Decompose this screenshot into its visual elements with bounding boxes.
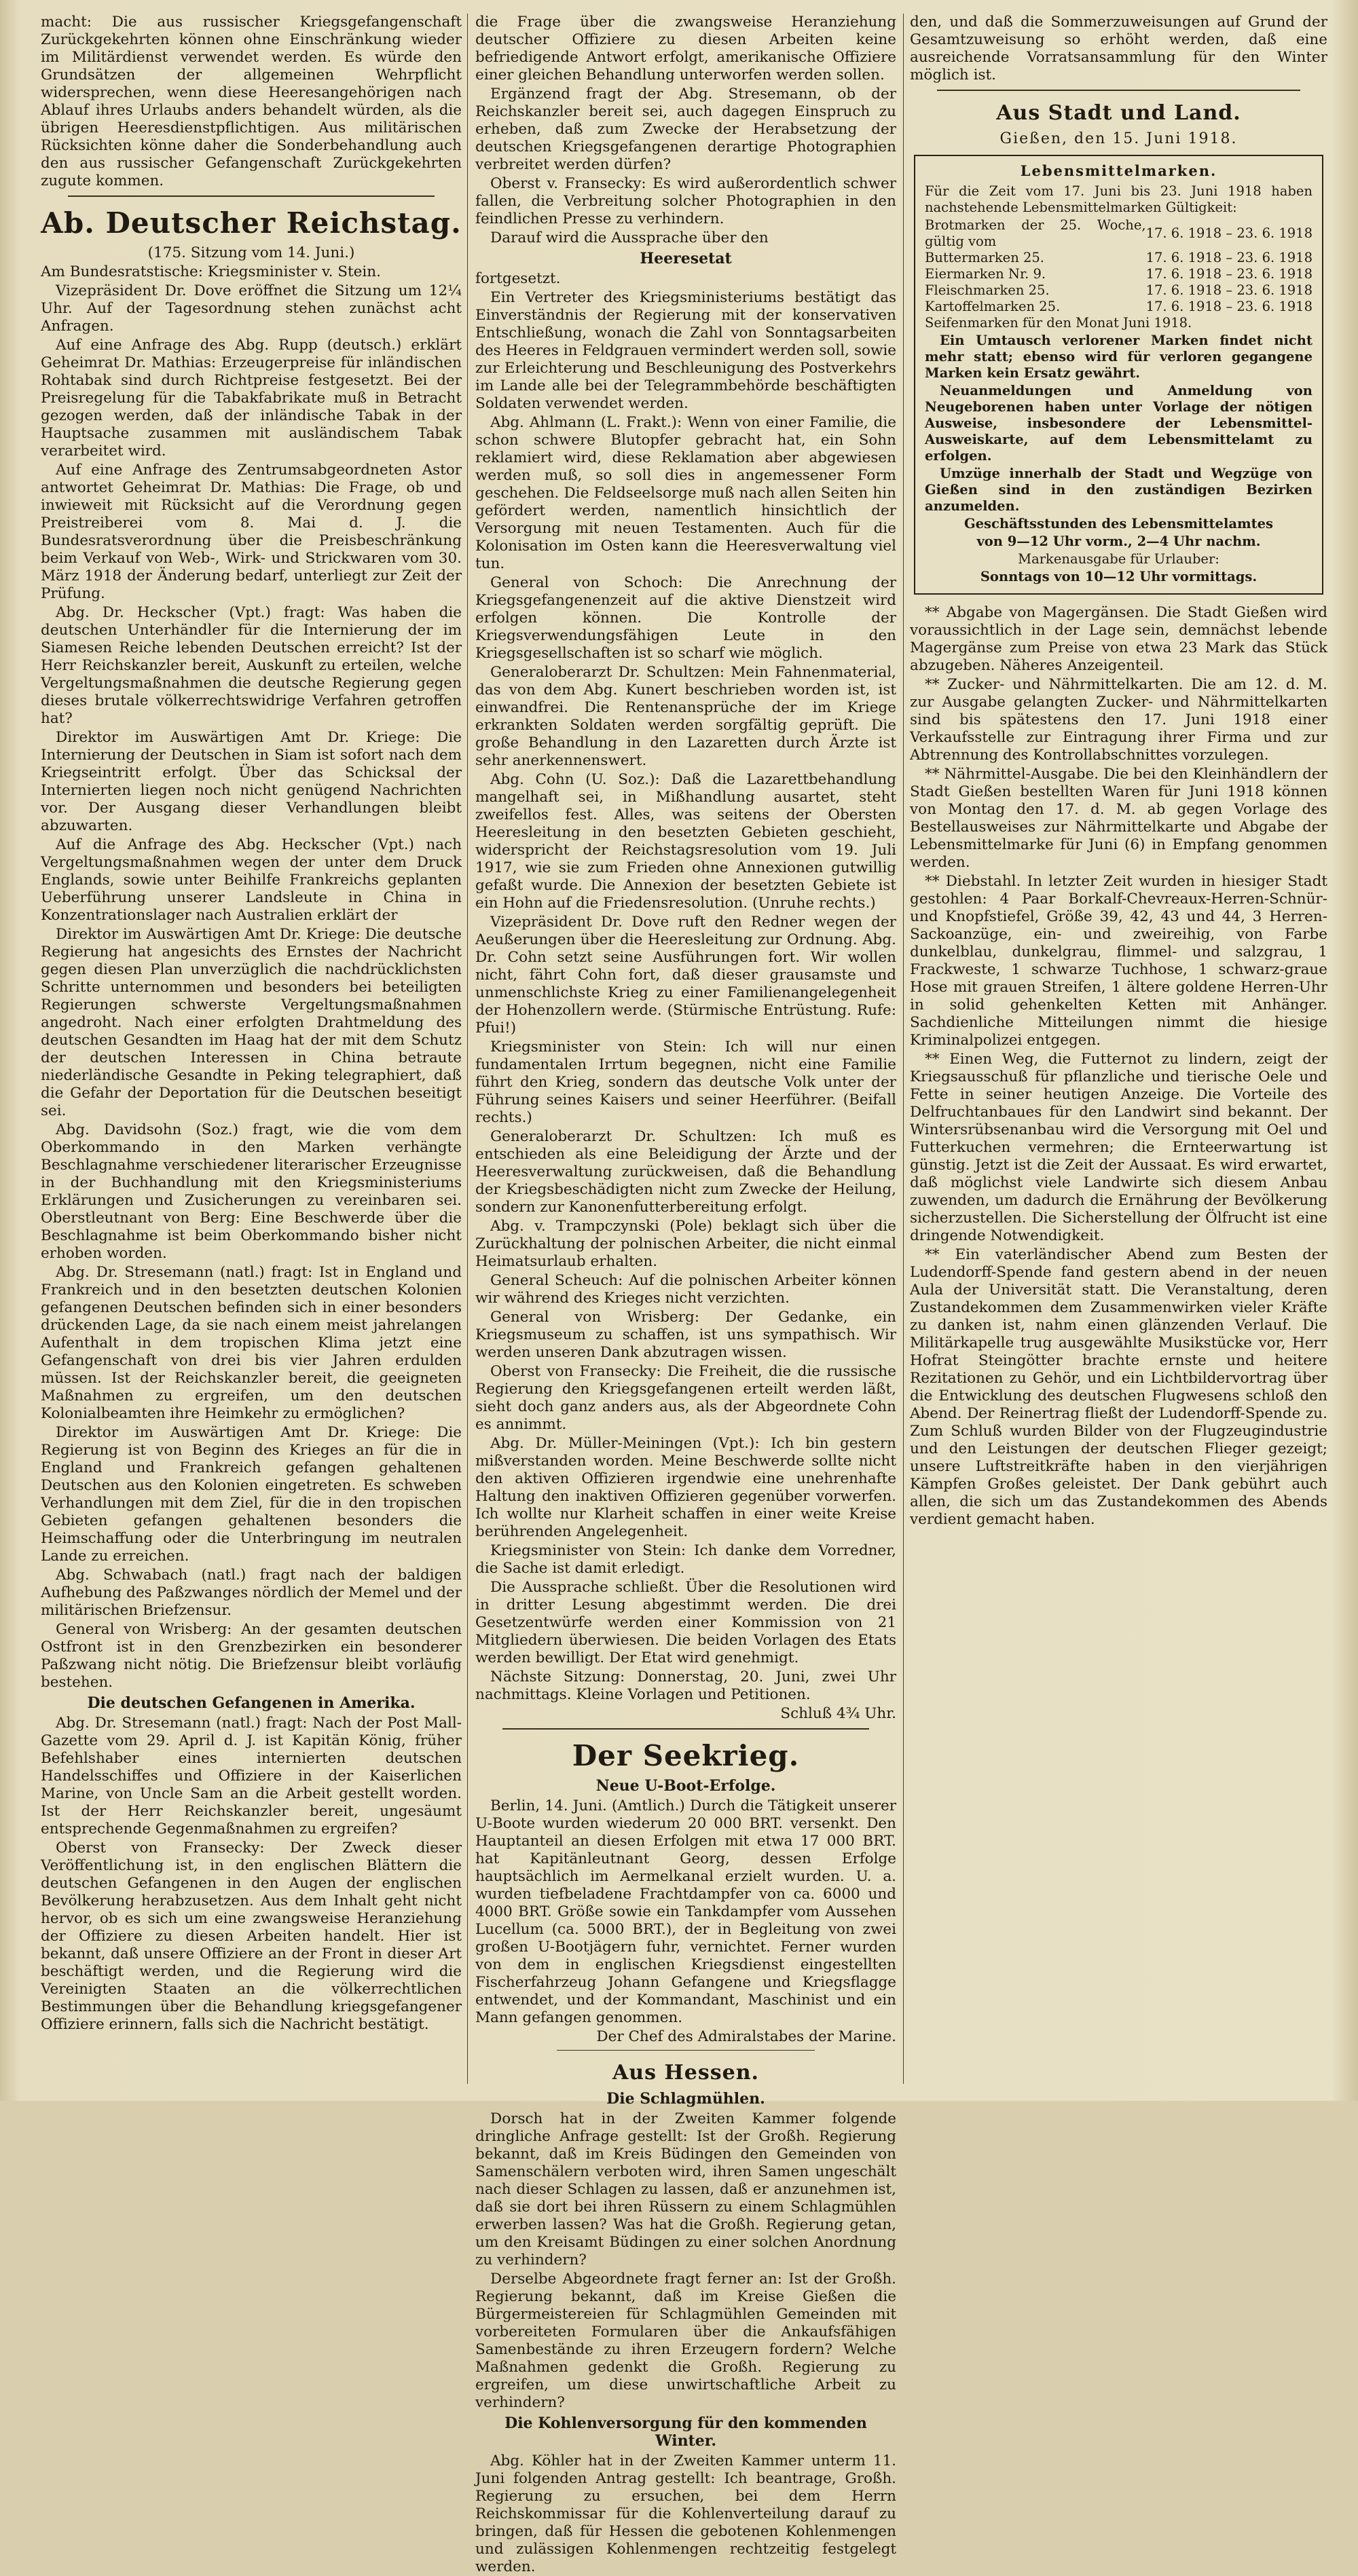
article-text: General von Schoch: Die Anrechnung der Kriegsgefangenenzeit auf die aktive Dienstzeit wird erfolgen können. Die Kontrolle der Kriegsverwendungsfähigen Leute in den Kriegsgesellschaften ist so scharf wie möglich. bbox=[475, 574, 896, 662]
ration-row bbox=[925, 299, 1313, 315]
subheading-u-boot: Neue U-Boot-Erfolge. bbox=[595, 1777, 776, 1795]
article-text: Am Bundesratstische: Kriegsminister v. Stein. bbox=[41, 263, 381, 280]
notice-sunday-title: Markenausgabe für Urlauber: bbox=[1018, 551, 1219, 567]
article-text: Kriegsminister von Stein: Ich will nur einen fundamentalen Irrtum begegnen, nicht eine Familie führt den Krieg, sondern das deutsche Volk unter der Führung seines Kaisers und seiner Heerführer. (Beifall rechts.) bbox=[475, 1039, 896, 1126]
notice-intro: Für die Zeit vom 17. Juni bis 23. Juni 1918 haben nachstehende Lebensmittelmarken Gültigkeit: bbox=[925, 183, 1313, 215]
notice-text: Neuanmeldungen und Anmeldung von Neugeborenen haben unter Vorlage der nötigen Ausweise, insbesondere der Lebensmittel-Ausweiskarte, auf dem Lebensmittelamt zu erfolgen. bbox=[925, 383, 1313, 464]
article-text: General Scheuch: Auf die polnischen Arbeiter können wir während des Krieges nicht verzichten. bbox=[475, 1272, 896, 1307]
column-2 bbox=[475, 14, 896, 2575]
article-signature: Der Chef des Admiralstabes der Marine. bbox=[596, 2028, 896, 2045]
article-text: macht: Die aus russischer Kriegsgefangenschaft Zurückgekehrten können ohne Einschränkung wieder im Militärdienst verwendet werden. Es würde den Grundsätzen der allgemeinen Wehrpflicht widersprechen, wenn diese Heeresangehörigen nach Ablauf ihres Urlaubs anders behandelt würden, als die übrigen Heeresdienstpflichtigen. Aus militärischen Rücksichten könne daher die Sonderbehandlung auch den aus russischer Gefangenschaft Zurückgekehrten zugute kommen. bbox=[41, 14, 462, 189]
article-text: Berlin, 14. Juni. (Amtlich.) Durch die Tätigkeit unserer U-Boote wurden wiederum 20 000 BRT. versenkt. Den Hauptanteil an diesen Erfolgen mit etwa 17 000 BRT. hat Kapitänleutnant Georg, dessen Erfolge hauptsächlich im Aermelkanal erzielt wurden. U. a. wurden tiefbeladene Frachtdampfer von ca. 6000 und 4000 BRT. Größe sowie ein Tankdampfer vom Aussehen Lucellum (ca. 5000 BRT.), der in Begleitung von zwei großen U-Bootjägern fuhr, vernichtet. Ferner wurden von dem in englischen Kriegsdienst eingestellten Fischerfahrzeug Johann Gefangene und Kriegsflagge entwendet, und der Kommandant, Maschinist und ein Mann gefangen genommen. bbox=[475, 1797, 896, 2026]
article-text: Vizepräsident Dr. Dove eröffnet die Sitzung um 12¼ Uhr. Auf der Tagesordnung stehen zunächst acht Anfragen. bbox=[41, 282, 462, 335]
ration-label: Eiermarken Nr. 9. bbox=[925, 266, 1046, 282]
article-text: Abg. Köhler hat in der Zweiten Kammer unterm 11. Juni folgenden Antrag gestellt: Ich beantrage, Großh. Regierung zu ersuchen, bei dem Herrn Reichskommissar für die Kohlenverteilung darauf zu bringen, daß für Hessen die gebotenen Kohlenmengen und zulässigen Kohlenmengen rechtzeitig festgelegt werden. bbox=[475, 2452, 896, 2575]
article-text: Die Aussprache schließt. Über die Resolutionen wird in dritter Lesung abgestimmt werden. Die drei Gesetzentwürfe werden einer Kommission von 21 Mitgliedern überwiesen. Die beiden Vorlagen des Etats werden bewilligt. Der Etat wird genehmigt. bbox=[475, 1579, 896, 1666]
article-text: Darauf wird die Aussprache über den bbox=[490, 229, 769, 246]
article-text: Generaloberarzt Dr. Schultzen: Ich muß es entschieden als eine Beleidigung der Ärzte und der Heeresverwaltung zurückweisen, daß die Behandlung der Kriegsbeschädigten nicht zum Zwecke der Heilung, sondern zur Kanonenfutterbereitung erfolgt. bbox=[475, 1128, 896, 1216]
article-text: ** Diebstahl. In letzter Zeit wurden in hiesiger Stadt gestohlen: 4 Paar Borkalf-Chevreaux-Herren-Schnür- und Knopfstiefel, Größe 39, 42, 43 und 44, 3 Herren-Sackoanzüge, ein- und zweireihig, von Farbe dunkelblau, dunkelgrau, flimmel- und salzgrau, 1 Frackweste, 1 schwarze Tuchhose, 1 schwarz-graue Hose mit grauen Streifen, 1 ältere goldene Herren-Uhr in solid gehenkelten Ketten mit Anhänger. Sachdienliche Mitteilungen nimmt die hiesige Kriminalpolizei entgegen. bbox=[910, 873, 1327, 1049]
article-text: Abg. Cohn (U. Soz.): Daß die Lazarettbehandlung mangelhaft sei, in Mißhandlung ausartet, steht zweifellos fest. Alles, was seitens der Obersten Heeresleitung in den besetzten Gebieten geschieht, widerspricht der Reichstagsresolution vom 19. Juli 1917, wie sie zum Frieden ohne Annexionen gutwillig gefaßt wurde. Die Annexion der besetzten Gebiete ist ein Hohn auf die Friedensresolution. (Unruhe rechts.) bbox=[475, 771, 896, 912]
column-divider bbox=[467, 14, 468, 2084]
article-text: Auf eine Anfrage des Zentrumsabgeordneten Astor antwortet Geheimrat Dr. Mathias: Die Frage, ob und inwieweit mit Rücksicht auf die Verordnung gegen Preistreiberei vom 8. Mai d. J. die Bundesratsverordnung über die Preisbeschränkung beim Verkauf von Web-, Wirk- und Strickwaren vom 30. März 1918 der Änderung bedarf, unterliegt zur Zeit der Prüfung. bbox=[41, 462, 462, 602]
ration-row bbox=[925, 282, 1313, 299]
column-divider bbox=[903, 14, 904, 2084]
article-text: Ein Vertreter des Kriegsministeriums bestätigt das Einverständnis der Regierung mit der konservativen Entschließung, wonach die Zahl von Sonntagsarbeiten des Heeres in Feldgrauen vermindert werden soll, sowie zur Erleichterung und Beschleunigung des Postverkehrs im Lande alle bei der Telegrammbehörde beschäftigten Soldaten verwendet werden. bbox=[475, 289, 896, 412]
notice-title: Lebensmittelmarken. bbox=[1020, 162, 1217, 179]
article-text: Generaloberarzt Dr. Schultzen: Mein Fahnenmaterial, das von dem Abg. Kunert beschrieben worden ist, ist einwandfrei. Die Rentenansprüche der im Kriege erkrankten Soldaten werden sorgfältig geprüft. Die große Behandlung in den Lazaretten durch Ärzte ist sehr anerkennenswert. bbox=[475, 664, 896, 769]
article-text: ** Nährmittel-Ausgabe. Die bei den Kleinhändlern der Stadt Gießen bestellten Waren für Juni 1918 können von Montag den 17. d. M. ab gegen Vorlage des Bestellausweises zur Nährmittelkarte und Abgabe der Lebensmittelmarke für Juni (6) in Empfang genommen werden. bbox=[910, 766, 1327, 871]
ration-label: Brotmarken der 25. Woche, gültig vom bbox=[925, 217, 1146, 249]
article-text: Vizepräsident Dr. Dove ruft den Redner wegen der Aeußerungen über die Heeresleitung zur Ordnung. Abg. Dr. Cohn setzt seine Ausführungen fort. Wir wollen nicht, fährt Cohn fort, daß dieser grausamste und unmenschlichste Krieg zu einer Familienangelegenheit der Hohenzollern werde. (Stürmische Entrüstung. Rufe: Pfui!) bbox=[475, 914, 896, 1037]
article-text: Direktor im Auswärtigen Amt Dr. Kriege: Die Internierung der Deutschen in Siam ist sofort nach dem Kriegseintritt erfolgt. Über das Schicksal der Internierten liegen noch nicht genügend Nachrichten vor. Der Ausgang dieser Verhandlungen bleibt abzuwarten. bbox=[41, 729, 462, 834]
notice-hours-title: Geschäftsstunden des Lebensmittelamtes bbox=[964, 516, 1274, 531]
ration-dates: 17. 6. 1918 – 23. 6. 1918 bbox=[1145, 282, 1313, 298]
article-text: ** Einen Weg, die Futternot zu lindern, zeigt der Kriegsausschuß für pflanzliche und tierische Oele und Fette in seiner heutigen Anzeige. Die Vorteile des Delfruchtanbaues für den Landwirt sind bekannt. Der Wintersrübsenanbau wird die Versorgung mit Oel und Futterkuchen vermehren; die Ernteerwartung ist günstig. Jetzt ist die Zeit der Aussaat. Es wird erwartet, daß möglichst viele Landwirte sich diesem Anbau zuwenden, um dadurch die Ernährung der Bevölkerung sicherzustellen. Die Sicherstellung der Ölfrucht ist eine dringende Notwendigkeit. bbox=[910, 1051, 1327, 1244]
article-text: Ergänzend fragt der Abg. Stresemann, ob der Reichskanzler bereit sei, auch dagegen Einspruch zu erheben, daß zum Zwecke der Herabsetzung der deutschen Kriegsgefangenen derartige Photographien verbreitet werden dürfen? bbox=[475, 86, 896, 173]
article-text: Abg. v. Trampczynski (Pole) beklagt sich über die Zurückhaltung der polnischen Arbeiter, die nicht einmal Heimatsurlaub erhalten. bbox=[475, 1218, 896, 1270]
article-text: Direktor im Auswärtigen Amt Dr. Kriege: Die Regierung ist von Beginn des Krieges an für die in England und Frankreich gefangen gehaltenen Deutschen aus den Kolonien eingetreten. Es schweben Verhandlungen mit dem Ziel, für die in den tropischen Gebieten gefangen gehaltenen besonders die Heimschaffung oder die Unterbringung im neutralen Lande zu erreichen. bbox=[41, 1424, 462, 1565]
article-text: fortgesetzt. bbox=[475, 270, 561, 287]
ration-row bbox=[925, 266, 1313, 282]
notice-text: Umzüge innerhalb der Stadt und Wegzüge von Gießen sind in den zuständigen Bezirken anzumelden. bbox=[925, 466, 1313, 514]
ration-row bbox=[925, 250, 1313, 266]
article-text: Abg. Dr. Heckscher (Vpt.) fragt: Was haben die deutschen Unterhändler für die Internierung der im Siamesen Reiche lebenden Deutschen erreicht? Ist der Herr Reichskanzler bereit, Auskunft zu erteilen, welche Vergeltungsmaßnahmen die deutsche Regierung gegen dieses brutale völkerrechtswidrige Verfahren getroffen hat? bbox=[41, 604, 462, 727]
section-heading-hessen: Aus Hessen. bbox=[612, 2061, 759, 2085]
article-text: Direktor im Auswärtigen Amt Dr. Kriege: Die deutsche Regierung hat angesichts des Ernstes der Nachricht gegen diesen Plan unverzüglich die nachdrücklichsten Schritte unternommen und besonders bei beteiligten Regierungen schwerste Vergeltungsmaßnahmen angedroht. Nach einer erfolgten Drahtmeldung des deutschen Gesandten im Haag hat der mit dem Schutz der deutschen Interessen in China betraute niederländische Gesandte in Peking telegraphiert, daß die Gefahr der Deportation für die Deutschen beseitigt sei. bbox=[41, 926, 462, 1119]
article-text: General von Wrisberg: An der gesamten deutschen Ostfront ist in den Grenzbezirken ein besonderer Paßzwang nicht nötig. Die Briefzensur bleibt vorläufig bestehen. bbox=[41, 1621, 462, 1691]
section-heading-seekrieg: Der Seekrieg. bbox=[572, 1739, 800, 1772]
column-3 bbox=[910, 14, 1327, 2091]
article-text: Auf eine Anfrage des Abg. Rupp (deutsch.) erklärt Geheimrat Dr. Mathias: Erzeugerpreise für inländischen Rohtabak sind durch Richtpreise festgesetzt. Bei der Preisregelung für die Tabakfabrikate muß in Betracht gezogen werden, daß der inländische Tabak in der Hauptsache zusammen mit ausländischem Tabak verarbeitet wird. bbox=[41, 337, 462, 460]
article-text: Abg. Dr. Stresemann (natl.) fragt: Ist in England und Frankreich und in den besetzten deutschen Kolonien gefangenen Deutschen befinden sich in einer besonders drückenden Lage, da sie nach einem meist jahrelangen Aufenthalt in dem tropischen Klima jetzt eine Gefangenschaft von drei bis vier Jahren erdulden müssen. Ist der Reichskanzler bereit, die geeigneten Maßnahmen zu ergreifen, um den deutschen Kolonialbeamten ihre Heimkehr zu ermöglichen? bbox=[41, 1264, 462, 1422]
ration-card-notice bbox=[914, 155, 1323, 595]
article-text: ** Ein vaterländischer Abend zum Besten der Ludendorff-Spende fand gestern abend in der neuen Aula der Universität statt. Die Veranstaltung, deren Zustandekommen dem Zusammenwirken vieler Kräfte zu danken ist, nahm einen glänzenden Verlauf. Die Militärkapelle trug ausgewählte Musikstücke vor, Herr Hofrat Steingötter brachte ernste und heitere Rezitationen zu Gehör, und ein Lichtbildervortrag über die Entwicklung des deutschen Flugwesens schloß den Abend. Der Reinertrag fließt der Ludendorff-Spende zu. Zum Schluß wurden Bilder von der Flugzeugindustrie und den Leistungen der deutschen Flieger gezeigt; unsere Luftstreitkräfte haben in den vierjährigen Kämpfen Großes geleistet. Der Dank gebührt auch allen, die sich um das Zustandekommen des Abends verdient gemacht haben. bbox=[910, 1246, 1327, 1528]
subheading-schlagmuehlen: Die Schlagmühlen. bbox=[606, 2090, 765, 2108]
article-text: Oberst von Fransecky: Der Zweck dieser Veröffentlichung ist, in den englischen Blättern die deutschen Gefangenen in den Augen der englischen Bevölkerung herabzusetzen. Aus dem Inhalt geht nicht hervor, ob es sich um eine zwangsweise Heranziehung der Offiziere zu diesen Arbeiten handelt. Hier ist bekannt, daß unsere Offiziere an der Front in dieser Art beschäftigt werden, und die Regierung wird die Vereinigten Staaten an die völkerrechtlichen Bestimmungen über die Behandlung kriegsgefangener Offiziere erinnern, falls sich die Nachricht bestätigt. bbox=[41, 1840, 462, 2033]
section-heading-stadt-und-land: Aus Stadt und Land. bbox=[996, 101, 1241, 125]
notice-text: Seifenmarken für den Monat Juni 1918. bbox=[925, 315, 1192, 331]
article-text: Oberst v. Fransecky: Es wird außerordentlich schwer fallen, die Verbreitung solcher Photographien in den feindlichen Presse zu verhindern. bbox=[475, 175, 896, 227]
article-text: Dorsch hat in der Zweiten Kammer folgende dringliche Anfrage gestellt: Ist der Großh. Regierung bekannt, daß im Kreis Büdingen den Gemeinden von Samenschälern verboten wird, ihren Samen ungeschält nach dieser Schlagen zu lassen, daß er anzunehmen ist, daß sie dort bei ihren Rüssern zu einem Schlagmühlen erwerben lassen? Was hat die Großh. Regierung getan, um den Kreisamt Büdingen zu einer solchen Anordnung zu verhindern? bbox=[475, 2110, 896, 2269]
article-text: Oberst von Fransecky: Die Freiheit, die die russische Regierung den Kriegsgefangenen erteilt werden läßt, sieht doch ganz anders aus, als der Abgeordnete Cohn es annimmt. bbox=[475, 1363, 896, 1433]
ration-label: Kartoffelmarken 25. bbox=[925, 299, 1061, 314]
article-text: Auf die Anfrage des Abg. Heckscher (Vpt.) nach Vergeltungsmaßnahmen wegen der unter dem Druck Englands, sowie unter Beihilfe Frankreichs geplanten Ueberführung unserer Landsleute in China in Konzentrationslager nach Australien erklärt der bbox=[41, 836, 462, 924]
ration-table bbox=[925, 217, 1313, 315]
section-heading-reichstag: Ab. Deutscher Reichstag. bbox=[41, 206, 462, 240]
article-text: Nächste Sitzung: Donnerstag, 20. Juni, zwei Uhr nachmittags. Kleine Vorlagen und Petitionen. bbox=[475, 1668, 896, 1703]
notice-sunday: Sonntags von 10—12 Uhr vormittags. bbox=[980, 569, 1258, 584]
article-text: Abg. Dr. Stresemann (natl.) fragt: Nach der Post Mall-Gazette vom 29. April d. J. ist Kapitän König, früher Befehlshaber eines internierten deutschen Handelsschiffes und Offiziere in der Kaiserlichen Marine, von Uncle Sam an die Arbeit gestellt worden. Ist der Herr Reichskanzler bereit, ungesäumt entsprechende Gegenmaßnahmen zu ergreifen? bbox=[41, 1715, 462, 1837]
subheading-america: Die deutschen Gefangenen in Amerika. bbox=[87, 1694, 416, 1712]
ration-dates: 17. 6. 1918 – 23. 6. 1918 bbox=[1145, 266, 1313, 282]
article-text: Abg. Ahlmann (L. Frakt.): Wenn von einer Familie, die schon schwere Blutopfer gebracht hat, ein Sohn reklamiert wird, diese Reklamation aber abgewiesen werden muß, so soll dies in angemessener Form geschehen. Die Feldseelsorge muß nach allen Seiten hin gefördert werden, namentlich hinsichtlich der Versorgung mit neuen Testamenten. Auch für die Kolonisation im Osten kann die Heeresverwaltung viel tun. bbox=[475, 414, 896, 572]
subheading-heeresetat: Heeresetat bbox=[640, 250, 732, 267]
ration-label: Buttermarken 25. bbox=[925, 250, 1044, 265]
article-text: den, und daß die Sommerzuweisungen auf Grund der Gesamtzuweisung so erhöht werden, daß eine ausreichende Vorratsansammlung für den Winter möglich ist. bbox=[910, 14, 1327, 83]
section-rule bbox=[68, 195, 435, 197]
article-text: Abg. Schwabach (natl.) fragt nach der baldigen Aufhebung des Paßzwanges nördlich der Memel und der militärischen Briefzensur. bbox=[41, 1567, 462, 1619]
article-text: Abg. Davidsohn (Soz.) fragt, wie die vom dem Oberkommando in den Marken verhängte Beschlagnahme verschiedener literarischer Erzeugnisse in der Buchhandlung mit den Kriegsministeriums Erklärungen und Zusicherungen zu vereinbaren sei. Oberstleutnant von Berg: Eine Beschwerde über die Beschlagnahme ist beim Oberkommando bisher nicht erhoben worden. bbox=[41, 1121, 462, 1262]
article-text: Kriegsminister von Stein: Ich danke dem Vorredner, die Sache ist damit erledigt. bbox=[475, 1542, 896, 1577]
article-text: Schluß 4¾ Uhr. bbox=[780, 1705, 896, 1722]
article-text: Derselbe Abgeordnete fragt ferner an: Ist der Großh. Regierung bekannt, daß im Kreise Gießen die Bürgermeistereien für Schlagmühlen Gemeinden mit vorbereiteten Formularen über die Ankaufsfähigen Samenbestände zu ihren Erzeugern fordern? Welche Maßnahmen gedenkt die Großh. Regierung zu ergreifen, um diese unwirtschaftliche Arbeit zu verhindern? bbox=[475, 2271, 896, 2411]
section-rule bbox=[557, 2050, 815, 2051]
article-text: ** Zucker- und Nährmittelkarten. Die am 12. d. M. zur Ausgabe gelangten Zucker- und Nährmittelkarten sind bis spätestens den 17. Juni 1918 einer Verkaufsstelle zur Eintragung ihrer Firma und zur Abtrennung des Kontrollabschnittes vorzulegen. bbox=[910, 676, 1327, 764]
ration-dates: 17. 6. 1918 – 23. 6. 1918 bbox=[1145, 225, 1313, 241]
article-text: Abg. Dr. Müller-Meiningen (Vpt.): Ich bin gestern mißverstanden worden. Meine Beschwerde sollte nicht den aktiven Offizieren irgendwie eine unehrenhafte Haltung den inaktiven Offizieren gegenüber vorwerfen. Ich wollte nur Klarheit schaffen in einer weite Kreise berührenden Angelegenheit. bbox=[475, 1435, 896, 1540]
ration-dates: 17. 6. 1918 – 23. 6. 1918 bbox=[1145, 250, 1313, 265]
article-text: ** Abgabe von Magergänsen. Die Stadt Gießen wird voraussichtlich in der Lage sein, demnächst lebende Magergänse zum Preise von etwa 23 Mark das Stück abzugeben. Näheres Anzeigenteil. bbox=[910, 604, 1327, 674]
session-line: (175. Sitzung vom 14. Juni.) bbox=[147, 244, 355, 261]
article-text: General von Wrisberg: Der Gedanke, ein Kriegsmuseum zu schaffen, ist uns sympathisch. Wir werden unseren Dank abzutragen wissen. bbox=[475, 1309, 896, 1361]
column-1 bbox=[41, 14, 462, 2091]
notice-hours: von 9—12 Uhr vorm., 2—4 Uhr nachm. bbox=[976, 534, 1261, 549]
ration-row bbox=[925, 217, 1313, 250]
section-rule bbox=[502, 1728, 869, 1730]
subheading-kohlenversorgung: Die Kohlenversorgung für den kommenden Winter. bbox=[504, 2414, 867, 2450]
ration-label: Fleischmarken 25. bbox=[925, 282, 1050, 298]
ration-dates: 17. 6. 1918 – 23. 6. 1918 bbox=[1145, 299, 1313, 314]
notice-text: Ein Umtausch verlorener Marken findet nicht mehr statt; ebenso wird für verloren gegangene Marken kein Ersatz gewährt. bbox=[925, 333, 1313, 381]
article-text: die Frage über die zwangsweise Heranziehung deutscher Offiziere zu diesen Arbeiten keine befriedigende Antwort erfolgt, amerikanische Offiziere einer gleichen Behandlung unterworfen werden sollen. bbox=[475, 14, 896, 83]
dateline: Gießen, den 15. Juni 1918. bbox=[999, 130, 1238, 147]
section-rule bbox=[937, 90, 1300, 91]
